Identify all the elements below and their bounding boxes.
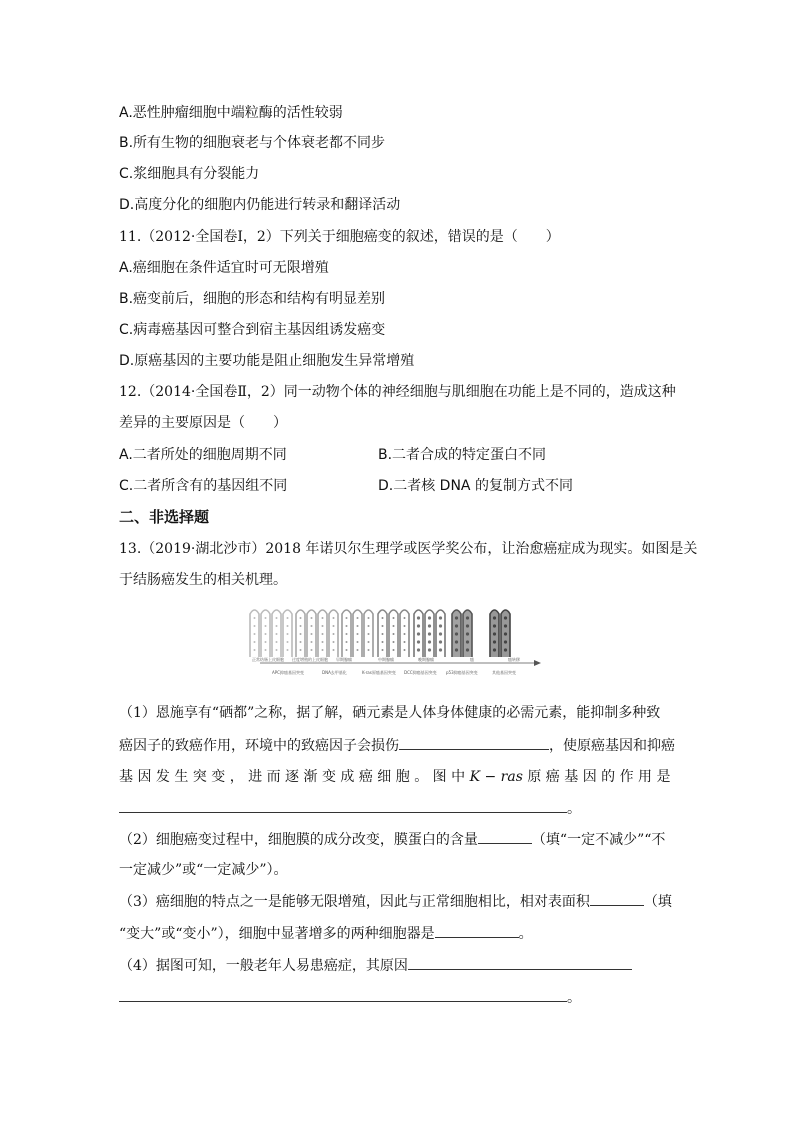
cell-dot — [493, 616, 496, 619]
cell-dot — [404, 633, 406, 635]
cell-dot — [311, 641, 313, 643]
cell-dot — [455, 624, 458, 627]
cell-dot — [393, 641, 395, 643]
cell-dot — [428, 632, 431, 635]
section-title: 二、非选择题 — [119, 508, 210, 526]
answer-blank-2[interactable] — [119, 798, 567, 813]
cell-dot — [357, 649, 359, 651]
mutation-label: DCC抑癌基因突变 — [404, 670, 437, 675]
cell-dot — [466, 624, 469, 627]
q12-option-a: A.二者所处的细胞周期不同 — [119, 447, 287, 463]
q13-part1-line1: （1）恩施享有“硒都”之称，据了解，硒元素是人体身体健康的必需元素，能抑制多种致 — [119, 705, 661, 721]
q13-part4-text: （4）据图可知，一般老年人易患癌症，其原因 — [119, 958, 408, 974]
cell-dot — [493, 624, 496, 627]
cell-dot — [276, 633, 278, 635]
mutation-label: APC抑癌基因突变 — [272, 670, 304, 675]
gene-minus: − — [480, 769, 501, 785]
cell-dot — [393, 617, 395, 619]
cell-dot — [346, 641, 348, 643]
cell-dot — [368, 617, 370, 619]
cell-dot — [428, 616, 431, 619]
stage-label: 癌转移 — [508, 657, 520, 662]
q13-part1-text-d: 原 癌 基 因 的 作 用 是 — [522, 769, 671, 785]
mutation-label: DNA去甲基化 — [322, 670, 347, 675]
cell-dot — [455, 632, 458, 635]
q13-part4-line2 — [119, 987, 581, 1008]
cell-dot — [300, 633, 302, 635]
cell-dot — [428, 640, 431, 643]
q12-stem-line2: 差异的主要原因是（ ） — [119, 415, 287, 431]
cell-dot — [466, 648, 469, 651]
cell-dot — [417, 632, 420, 635]
q11-option-b: B.癌变前后，细胞的形态和结构有明显差别 — [119, 291, 386, 307]
cell-dot — [311, 617, 313, 619]
q13-part1-line4 — [119, 798, 581, 819]
cell-dot — [439, 624, 442, 627]
cell-dot — [346, 633, 348, 635]
answer-blank-5[interactable] — [435, 923, 519, 938]
cell-dot — [504, 616, 507, 619]
q13-part1-line2 — [119, 735, 675, 756]
cell-dot — [254, 633, 256, 635]
cell-dot — [322, 633, 324, 635]
stage-label: 中期腺瘤 — [378, 657, 394, 662]
q13-part4-line1 — [119, 955, 632, 976]
cell-dot — [254, 641, 256, 643]
q13-stem-line2: 于结肠癌发生的相关机理。 — [119, 572, 287, 588]
gene-k: K — [469, 769, 481, 785]
cell-dot — [393, 633, 395, 635]
cell-dot — [493, 640, 496, 643]
q11-stem: 11.（2012·全国卷Ⅰ，2）下列关于细胞癌变的叙述，错误的是（ ） — [119, 229, 560, 245]
cell-dot — [382, 633, 384, 635]
cell-dot — [265, 649, 267, 651]
answer-blank-4[interactable] — [590, 891, 644, 906]
q10-option-d: D.高度分化的细胞内仍能进行转录和翻译活动 — [119, 197, 401, 213]
cell-dot — [322, 625, 324, 627]
cell-dot — [276, 625, 278, 627]
cell-dot — [322, 641, 324, 643]
cell-dot — [393, 649, 395, 651]
cell-dot — [382, 625, 384, 627]
cell-dot — [276, 617, 278, 619]
q13-part3-line1 — [119, 891, 672, 912]
cell-dot — [300, 641, 302, 643]
cell-dot — [382, 617, 384, 619]
q13-part2-text-b: （填“一定不减少”“不 — [531, 832, 666, 848]
stage-label: 早期腺瘤 — [336, 657, 352, 662]
cell-dot — [322, 617, 324, 619]
cell-dot — [322, 649, 324, 651]
cell-dot — [404, 641, 406, 643]
cell-dot — [357, 625, 359, 627]
q12-option-c: C.二者所含有的基因组不同 — [119, 478, 288, 494]
q13-part3-text-a: （3）癌细胞的特点之一是能够无限增殖，因此与正常细胞相比，相对表面积 — [119, 894, 590, 910]
q13-part2-line2: 一定减少”或“一定减少”）。 — [119, 862, 288, 878]
cell-dot — [333, 625, 335, 627]
answer-blank-3[interactable] — [478, 829, 532, 844]
q11-option-d: D.原癌基因的主要功能是阻止细胞发生异常增殖 — [119, 353, 415, 369]
answer-blank-6[interactable] — [408, 955, 632, 970]
cell-dot — [493, 632, 496, 635]
cell-dot — [382, 641, 384, 643]
cell-dot — [333, 633, 335, 635]
q13-part3-line2 — [119, 923, 533, 944]
cell-dot — [368, 649, 370, 651]
stage-label: 过度增殖的上皮细胞 — [292, 657, 328, 662]
cell-dot — [300, 649, 302, 651]
cell-dot — [287, 617, 289, 619]
q10-option-a: A.恶性肿瘤细胞中端粒酶的活性较弱 — [119, 105, 343, 121]
q13-part1-text-b: ，使原癌基因和抑癌 — [549, 738, 675, 754]
cell-dot — [346, 625, 348, 627]
colon-cancer-figure — [246, 602, 546, 694]
cell-dot — [265, 633, 267, 635]
q13-part2-text-a: （2）细胞癌变过程中，细胞膜的成分改变，膜蛋白的含量 — [119, 832, 478, 848]
q13-part1-end: 。 — [567, 801, 581, 817]
cell-dot — [265, 617, 267, 619]
cell-dot — [300, 625, 302, 627]
cell-dot — [254, 617, 256, 619]
cell-dot — [287, 641, 289, 643]
cell-dot — [382, 649, 384, 651]
cell-dot — [368, 641, 370, 643]
q12-option-b: B.二者合成的特定蛋白不同 — [378, 447, 547, 463]
cell-dot — [311, 649, 313, 651]
cell-dot — [300, 617, 302, 619]
cell-dot — [254, 625, 256, 627]
q13-part3-text-c: “变大”或“变小”），细胞中显著增多的两种细胞器是 — [119, 926, 435, 942]
cell-dot — [504, 624, 507, 627]
cell-dot — [404, 649, 406, 651]
cell-dot — [265, 641, 267, 643]
cell-dot — [346, 617, 348, 619]
cell-dot — [417, 648, 420, 651]
q13-part1-text-a: 癌因子的致癌作用，环境中的致癌因子会损伤 — [119, 738, 399, 754]
cell-dot — [439, 616, 442, 619]
cell-dot — [276, 649, 278, 651]
cell-dot — [287, 633, 289, 635]
cell-dot — [311, 633, 313, 635]
q13-part3-text-d: 。 — [518, 926, 533, 942]
cell-dot — [428, 648, 431, 651]
cell-dot — [504, 632, 507, 635]
answer-blank-1[interactable] — [399, 735, 549, 750]
q10-option-b: B.所有生物的细胞衰老与个体衰老都不同步 — [119, 135, 386, 151]
mutation-label: 其他基因突变 — [492, 670, 516, 675]
cell-dot — [428, 624, 431, 627]
cell-dot — [439, 648, 442, 651]
cell-dot — [368, 633, 370, 635]
cell-dot — [333, 641, 335, 643]
answer-blank-7[interactable] — [119, 987, 567, 1002]
cell-dot — [265, 625, 267, 627]
gene-ras: ras — [500, 769, 523, 785]
cell-dot — [276, 641, 278, 643]
stage-label: 正常结肠上皮细胞 — [252, 657, 284, 662]
q13-part1-line3 — [119, 767, 671, 787]
q13-part2-line1 — [119, 829, 665, 850]
cell-dot — [493, 648, 496, 651]
stage-label: 晚期腺瘤 — [418, 657, 434, 662]
q13-part1-text-c: 基 因 发 生 突 变 ， 进 而 逐 渐 变 成 癌 细 胞 。 图 中 — [119, 769, 466, 785]
cell-dot — [455, 648, 458, 651]
cell-dot — [357, 633, 359, 635]
cell-dot — [254, 649, 256, 651]
cell-dot — [287, 625, 289, 627]
stage-label: 癌 — [470, 657, 474, 662]
cell-dot — [466, 616, 469, 619]
cell-dot — [333, 649, 335, 651]
q12-stem-line1: 12.（2014·全国卷Ⅱ，2）同一动物个体的神经细胞与肌细胞在功能上是不同的，造成这种 — [119, 384, 676, 400]
mutation-label: p53抑癌基因突变 — [446, 670, 478, 675]
q13-part3-text-b: （填 — [643, 894, 672, 910]
cell-dot — [504, 640, 507, 643]
cell-dot — [504, 648, 507, 651]
cell-dot — [466, 640, 469, 643]
cell-dot — [333, 617, 335, 619]
q13-part4-end: 。 — [567, 990, 581, 1006]
cell-dot — [417, 616, 420, 619]
q11-option-a: A.癌细胞在条件适宜时可无限增殖 — [119, 260, 329, 276]
cell-dot — [466, 632, 469, 635]
q13-stem-line1: 13.（2019·湖北沙市）2018 年诺贝尔生理学或医学奖公布，让治愈癌症成为现实。如图是关 — [119, 541, 698, 557]
cell-dot — [368, 625, 370, 627]
q11-option-c: C.病毒癌基因可整合到宿主基因组诱发癌变 — [119, 322, 386, 338]
cell-dot — [455, 640, 458, 643]
cell-dot — [417, 624, 420, 627]
cell-dot — [417, 640, 420, 643]
cell-dot — [346, 649, 348, 651]
cell-dot — [357, 641, 359, 643]
q12-option-d: D.二者核 DNA 的复制方式不同 — [378, 478, 573, 494]
cell-dot — [439, 640, 442, 643]
mutation-label: K-ras原癌基因突变 — [362, 670, 396, 675]
cell-dot — [455, 616, 458, 619]
cell-dot — [404, 625, 406, 627]
cell-dot — [311, 625, 313, 627]
cell-dot — [404, 617, 406, 619]
cell-dot — [393, 625, 395, 627]
cell-dot — [439, 632, 442, 635]
cell-dot — [357, 617, 359, 619]
q10-option-c: C.浆细胞具有分裂能力 — [119, 166, 260, 182]
cell-dot — [287, 649, 289, 651]
